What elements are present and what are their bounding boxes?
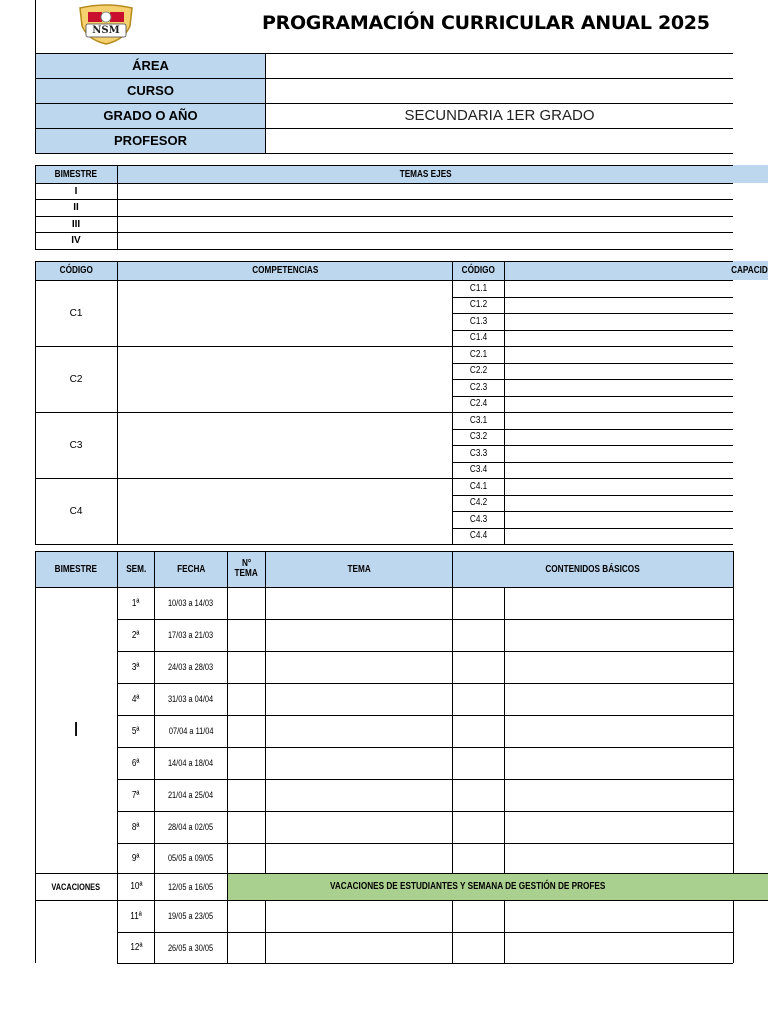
capacidad-code: C1.3	[469, 315, 488, 327]
ntema-cell[interactable]	[228, 651, 265, 683]
contenido-cell-a[interactable]	[453, 619, 504, 651]
tema-cell[interactable]	[266, 683, 452, 715]
contenido-cell-b[interactable]	[505, 843, 733, 873]
ntema-cell[interactable]	[228, 843, 265, 873]
capacidad-description[interactable]	[505, 445, 733, 462]
capacidad-description[interactable]	[505, 495, 733, 512]
vacaciones-banner: VACACIONES DE ESTUDIANTES Y SEMANA DE GESTIÓN DE PROFES	[330, 881, 606, 892]
capacidad-code: C4.1	[469, 480, 488, 492]
tema-cell[interactable]	[266, 843, 452, 873]
ntema-cell[interactable]	[228, 715, 265, 747]
capacidad-description[interactable]	[505, 528, 733, 545]
contenido-cell-b[interactable]	[505, 651, 733, 683]
capacidad-description[interactable]	[505, 330, 733, 347]
competencia-code: C3	[69, 439, 83, 451]
contenido-cell-a[interactable]	[453, 779, 504, 811]
ntema-cell[interactable]	[228, 619, 265, 651]
comp-codigo-header: CÓDIGO	[59, 265, 93, 276]
competencia-description[interactable]	[118, 412, 452, 478]
contenido-cell-a[interactable]	[453, 715, 504, 747]
tema-cell[interactable]	[266, 715, 452, 747]
sched-tema-header: TEMA	[347, 563, 371, 575]
week-number: 4ª	[132, 693, 140, 705]
week-number: 3ª	[132, 661, 140, 673]
grado-label: GRADO O AÑO	[103, 108, 198, 123]
curso-label: CURSO	[127, 83, 174, 98]
week-number: 6ª	[132, 757, 140, 769]
area-label: ÁREA	[132, 58, 169, 73]
ntema-cell[interactable]	[228, 811, 265, 843]
capacidad-code: C4.3	[469, 513, 488, 525]
capacidad-description[interactable]	[505, 478, 733, 495]
capacidad-description[interactable]	[505, 280, 733, 297]
contenido-cell-b[interactable]	[505, 811, 733, 843]
ejes-bimestre-header: BIMESTRE	[54, 168, 98, 180]
contenido-cell-a[interactable]	[453, 683, 504, 715]
tema-cell[interactable]	[266, 587, 452, 619]
capacidad-description[interactable]	[505, 412, 733, 429]
sched-bimestre-header: BIMESTRE	[54, 563, 98, 575]
contenido-cell-a[interactable]	[453, 843, 504, 873]
competencia-code: C4	[69, 505, 83, 517]
contenido-cell-b[interactable]	[505, 715, 733, 747]
sched-ntema-header-2: TEMA	[234, 568, 259, 579]
contenido-cell-b[interactable]	[505, 619, 733, 651]
competencia-description[interactable]	[118, 280, 452, 346]
week-number: 7ª	[132, 789, 140, 801]
contenido-cell-a[interactable]	[453, 932, 504, 963]
capacidad-code: C2.3	[469, 381, 488, 393]
week-date-range: 21/04 a 25/04	[168, 790, 214, 800]
week-date-range: 28/04 a 02/05	[168, 822, 214, 832]
week-date-range: 10/03 a 14/03	[168, 598, 214, 608]
contenido-cell-a[interactable]	[453, 587, 504, 619]
eje-row-label: IV	[71, 235, 81, 246]
contenido-cell-b[interactable]	[505, 747, 733, 779]
week-date-range: 12/05 a 16/05	[168, 881, 214, 892]
capacidad-code: C3.2	[469, 431, 488, 443]
sched-contenidos-header: CONTENIDOS BÁSICOS	[545, 563, 641, 575]
ntema-cell[interactable]	[228, 932, 265, 963]
capacidad-description[interactable]	[505, 313, 733, 330]
week-number: 12ª	[129, 942, 143, 953]
comp-competencias-header: COMPETENCIAS	[251, 265, 319, 276]
area-value[interactable]	[266, 53, 733, 78]
eje-row-label: II	[73, 202, 79, 213]
capacidad-code: C2.1	[469, 348, 488, 360]
ntema-cell[interactable]	[228, 900, 265, 932]
eje-row-label: I	[74, 185, 78, 197]
capacidad-code: C1.4	[469, 332, 488, 344]
sched-sem-header: SEM.	[125, 563, 147, 575]
capacidad-description[interactable]	[505, 462, 733, 479]
ntema-cell[interactable]	[228, 587, 265, 619]
competencia-code: C1	[69, 307, 83, 319]
vacaciones-label: VACACIONES	[51, 881, 101, 892]
tema-cell[interactable]	[266, 651, 452, 683]
competencia-description[interactable]	[118, 346, 452, 412]
capacidad-code: C3.3	[469, 447, 488, 459]
tema-cell[interactable]	[266, 619, 452, 651]
eje-row-label: III	[71, 218, 81, 230]
capacidad-description[interactable]	[505, 511, 733, 528]
capacidad-code: C1.1	[469, 282, 488, 294]
week-number: 1ª	[132, 597, 140, 609]
ejes-temas-header: TEMAS EJES	[399, 168, 452, 180]
competencia-description[interactable]	[118, 478, 452, 544]
week-date-range: 17/03 a 21/03	[168, 630, 214, 640]
tema-cell[interactable]	[266, 747, 452, 779]
contenido-cell-a[interactable]	[453, 811, 504, 843]
tema-cell[interactable]	[266, 811, 452, 843]
grado-value[interactable]: SECUNDARIA 1ER GRADO	[404, 107, 595, 124]
week-date-range: 05/05 a 09/05	[168, 853, 214, 863]
capacidad-code: C3.1	[469, 414, 488, 426]
page-title: PROGRAMACIÓN CURRICULAR ANUAL 2025	[262, 12, 710, 34]
capacidad-description[interactable]	[505, 346, 733, 363]
bimestre-i-label: I	[73, 718, 79, 741]
profesor-value[interactable]	[266, 128, 733, 153]
sched-fecha-header: FECHA	[176, 563, 206, 575]
week-date-range: 19/05 a 23/05	[168, 911, 214, 921]
contenido-cell-a[interactable]	[453, 900, 504, 932]
week-date-range: 24/03 a 28/03	[168, 662, 214, 672]
school-logo	[74, 4, 138, 46]
week-number: 11ª	[130, 910, 142, 922]
contenido-cell-a[interactable]	[453, 651, 504, 683]
tema-cell[interactable]	[266, 779, 452, 811]
capacidad-code: C2.2	[469, 365, 488, 377]
comp-codigo2-header: CÓDIGO	[461, 265, 496, 276]
comp-capacidades-header: CAPACID	[731, 265, 768, 276]
capacidad-description[interactable]	[505, 379, 733, 396]
week-number: 8ª	[132, 821, 140, 833]
capacidad-description[interactable]	[505, 363, 733, 380]
capacidad-code: C3.4	[469, 464, 488, 476]
capacidad-code: C2.4	[469, 398, 488, 410]
curso-value[interactable]	[266, 78, 733, 103]
competencia-code: C2	[69, 373, 83, 385]
week-number: 9ª	[132, 852, 140, 864]
tema-cell[interactable]	[266, 900, 452, 932]
contenido-cell-b[interactable]	[505, 587, 733, 619]
week-date-range: 07/04 a 11/04	[168, 726, 214, 736]
week-number: 5ª	[132, 725, 140, 737]
contenido-cell-b[interactable]	[505, 683, 733, 715]
week-number: 2ª	[132, 629, 140, 641]
contenido-cell-b[interactable]	[505, 932, 733, 963]
capacidad-code: C1.2	[469, 299, 488, 311]
contenido-cell-a[interactable]	[453, 747, 504, 779]
profesor-label: PROFESOR	[114, 133, 187, 148]
week-date-range: 26/05 a 30/05	[168, 942, 214, 953]
week-date-range: 31/03 a 04/04	[168, 694, 214, 704]
contenido-cell-b[interactable]	[505, 779, 733, 811]
ntema-cell[interactable]	[228, 747, 265, 779]
capacidad-description[interactable]	[505, 429, 733, 446]
logo-text: NSM	[92, 25, 120, 36]
ntema-cell[interactable]	[228, 779, 265, 811]
tema-cell[interactable]	[266, 932, 452, 963]
capacidad-description[interactable]	[505, 297, 733, 314]
capacidad-code: C4.4	[469, 530, 488, 542]
contenido-cell-b[interactable]	[505, 900, 733, 932]
capacidad-description[interactable]	[505, 396, 733, 413]
sched-ntema-header-1: N°	[241, 558, 252, 569]
ntema-cell[interactable]	[228, 683, 265, 715]
week-number: 10ª	[129, 881, 143, 892]
capacidad-code: C4.2	[469, 497, 488, 509]
week-date-range: 14/04 a 18/04	[168, 758, 214, 768]
